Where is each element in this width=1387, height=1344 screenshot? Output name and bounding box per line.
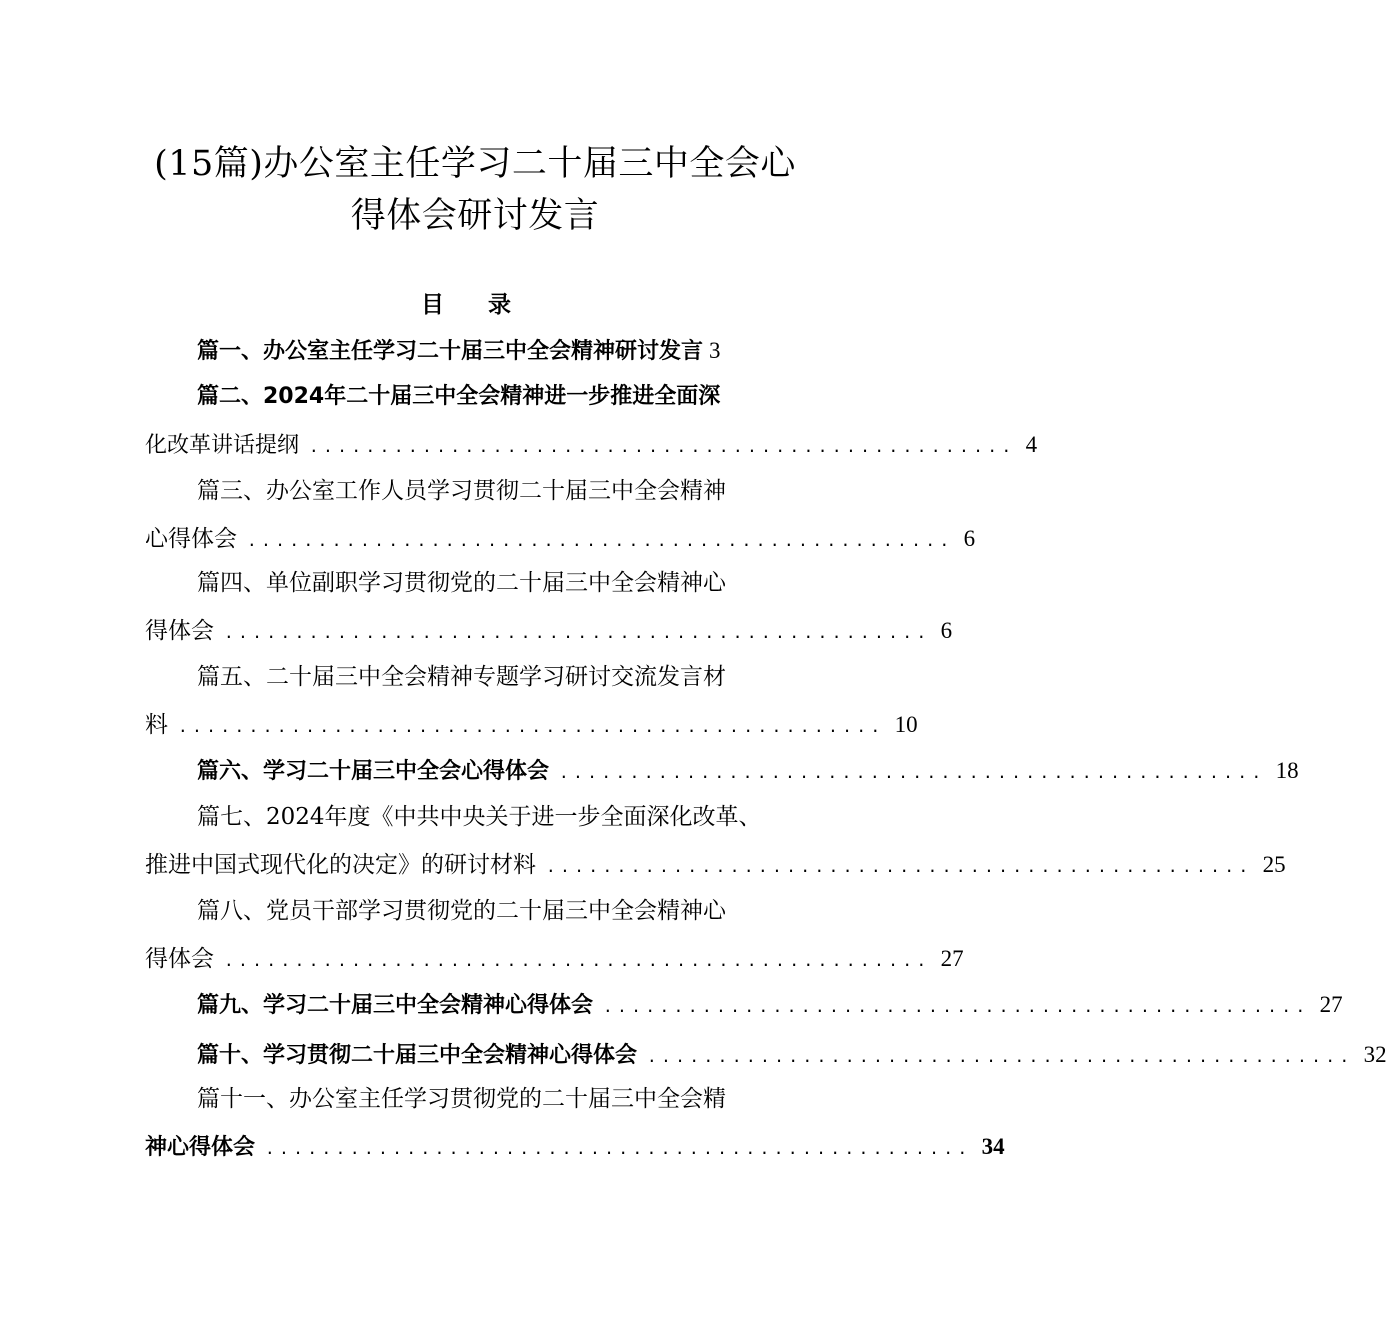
toc-heading: 目 录	[420, 292, 529, 318]
toc-entry-page: 32	[1363, 1042, 1387, 1067]
leader-dots: ..................................................	[603, 997, 1310, 1016]
toc-entry-title: 篇十一、办公室主任学习贯彻党的二十届三中全会精	[197, 1086, 726, 1112]
document-title	[140, 138, 810, 242]
leader-dots: ..................................................	[546, 857, 1253, 876]
toc-entry-title: 篇十、学习贯彻二十届三中全会精神心得体会	[197, 1043, 638, 1068]
toc-entry-5[interactable]	[145, 662, 918, 742]
title-line-2: 得体会研讨发言	[350, 196, 600, 236]
toc-entry-page: 6	[963, 526, 976, 551]
toc-entry-1[interactable]	[145, 336, 805, 367]
toc-entry-title-cont: 得体会	[145, 618, 214, 644]
toc-entry-title: 篇三、办公室工作人员学习贯彻二十届三中全会精神	[197, 478, 726, 504]
leader-dots: ..................................................	[265, 1139, 972, 1158]
title-line-1: (15篇)办公室主任学习二十届三中全会心	[154, 144, 796, 184]
toc-entry-page: 4	[1025, 432, 1038, 457]
toc-entry-title: 篇九、学习二十届三中全会精神心得体会	[197, 993, 594, 1018]
toc-entry-10[interactable]	[145, 1040, 1387, 1072]
toc-entry-title: 篇七、2024年度《中共中央关于进一步全面深化改革、	[197, 804, 762, 830]
toc-entry-page: 34	[981, 1134, 1005, 1159]
leader-dots: ..................................................	[309, 437, 1016, 456]
toc-entry-page: 27	[1319, 992, 1343, 1017]
toc-entry-page: 25	[1262, 852, 1286, 877]
toc-entry-3[interactable]	[145, 476, 976, 556]
toc-entry-page: 6	[940, 618, 953, 643]
toc-entry-title: 篇二、2024年二十届三中全会精神进一步推进全面深	[197, 384, 721, 409]
toc-entry-title-cont: 化改革讲话提纲	[145, 433, 300, 458]
toc-entry-title: 篇五、二十届三中全会精神专题学习研讨交流发言材	[197, 664, 726, 690]
toc-entry-page: 18	[1275, 758, 1299, 783]
toc-entry-title: 篇四、单位副职学习贯彻党的二十届三中全会精神心	[197, 570, 726, 596]
toc-entry-6[interactable]	[145, 756, 1299, 788]
toc-entry-title: 篇八、党员干部学习贯彻党的二十届三中全会精神心	[197, 898, 726, 924]
toc-entry-title-cont: 料	[145, 712, 168, 738]
toc-entry-2[interactable]	[145, 382, 1038, 462]
toc-entry-title: 篇六、学习二十届三中全会心得体会	[197, 759, 550, 784]
toc-entry-title: 篇一、办公室主任学习二十届三中全会精神研讨发言	[197, 339, 704, 364]
toc-entry-title-cont: 推进中国式现代化的决定》的研讨材料	[145, 852, 536, 878]
toc-entry-page: 27	[940, 946, 964, 971]
leader-dots: ..................................................	[178, 717, 885, 736]
leader-dots: ..................................................	[247, 531, 954, 550]
toc-entry-8[interactable]	[145, 896, 964, 976]
toc-entry-title-cont: 神心得体会	[145, 1135, 256, 1160]
toc-entry-title-cont: 心得体会	[145, 526, 237, 552]
toc-entry-page: 10	[894, 712, 918, 737]
toc-entry-page: 3	[709, 338, 721, 363]
leader-dots: ..................................................	[647, 1047, 1354, 1066]
leader-dots: ..................................................	[559, 763, 1266, 782]
toc-entry-7[interactable]	[145, 802, 1286, 882]
leader-dots: ..................................................	[224, 623, 931, 642]
toc-entry-4[interactable]	[145, 568, 953, 648]
toc-entry-11[interactable]	[145, 1084, 1005, 1164]
leader-dots: ..................................................	[224, 951, 931, 970]
toc-entry-title-cont: 得体会	[145, 946, 214, 972]
toc-entry-9[interactable]	[145, 990, 1343, 1022]
